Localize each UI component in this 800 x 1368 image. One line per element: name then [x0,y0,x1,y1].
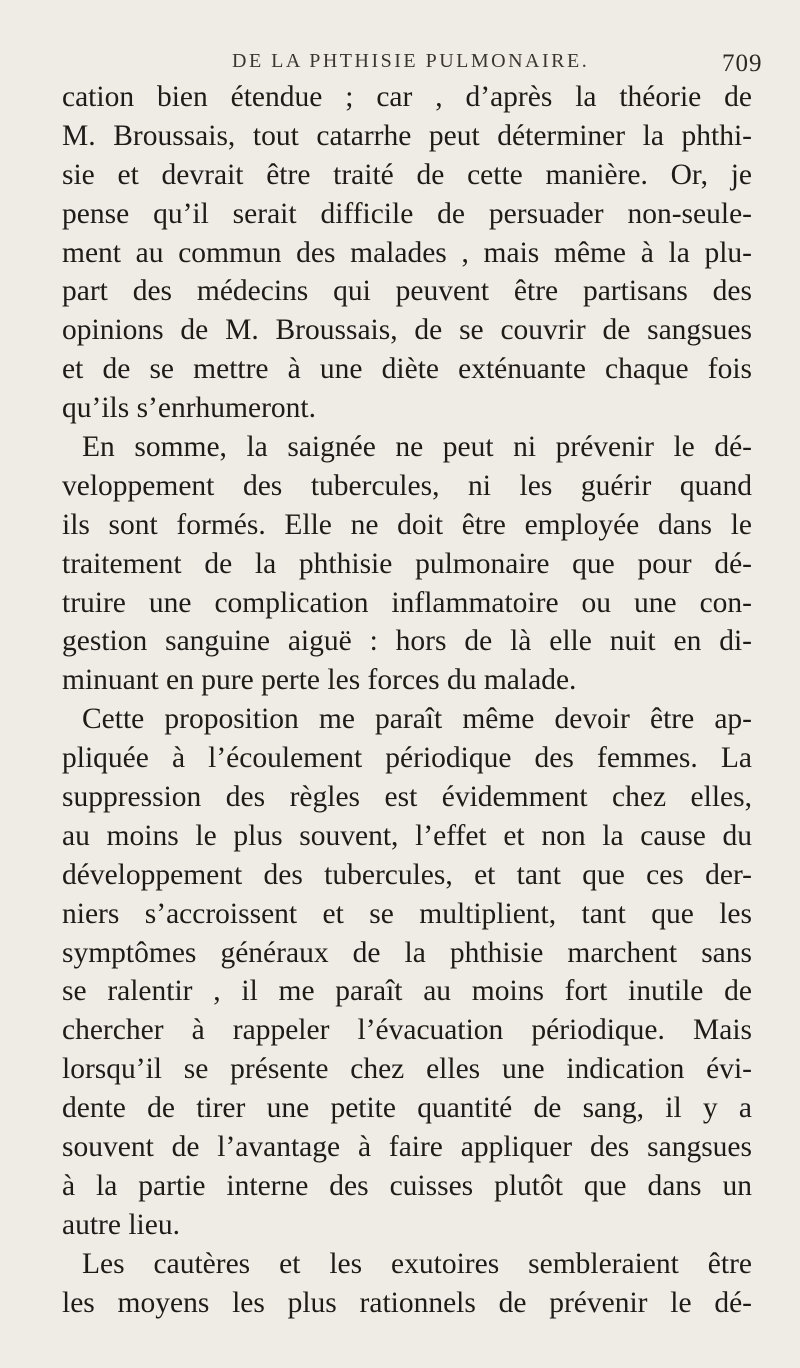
text-line: traitement de la phthisie pulmonaire que pour dé- [62,547,752,580]
text-line: minuant en pure perte les forces du malade. [62,664,577,697]
text-line: gestion sanguine aiguë : hors de là elle nuit en di- [62,625,752,658]
text-line: se ralentir , il me paraît au moins fort inutile de [62,975,752,1008]
text-line: et de se mettre à une diète exténuante chaque fois [62,353,752,386]
running-title: DE LA PHTHISIE PULMONAIRE. [232,50,590,72]
paragraph-start-line: Les cautères et les exutoires sembleraient être [82,1247,752,1280]
text-line: à la partie interne des cuisses plutôt que dans un [62,1169,752,1202]
text-line: qu’ils s’enrhumeront. [62,392,316,425]
text-line: sie et devrait être traité de cette manière. Or, je [62,158,752,191]
text-line: cation bien étendue ; car , d’après la théorie de [62,81,752,113]
text-line: dente de tirer une petite quantité de sang, il y a [62,1092,752,1125]
paragraph-start-line: Cette proposition me paraît même devoir être ap- [82,703,752,736]
text-line: ment au commun des malades , mais même à la plu- [62,236,752,269]
text-line: suppression des règles est évidemment chez elles, [62,781,752,814]
page-number: 709 [722,50,763,77]
text-line: veloppement des tubercules, ni les guérir quand [62,469,752,502]
text-line: M. Broussais, tout catarrhe peut déterminer la phthi- [62,119,752,152]
text-line: part des médecins qui peuvent être partisans des [62,275,752,308]
text-line: truire une complication inflammatoire ou une con- [62,586,752,619]
text-line: ils sont formés. Elle ne doit être employée dans le [62,508,752,541]
text-line: développement des tubercules, et tant que ces der- [62,858,752,891]
text-line: chercher à rappeler l’évacuation périodique. Mais [62,1014,752,1047]
text-line: les moyens les plus rationnels de prévenir le dé- [62,1286,752,1319]
text-line: pliquée à l’écoulement périodique des femmes. La [62,742,752,775]
text-line: lorsqu’il se présente chez elles une indication évi- [62,1053,752,1086]
text-line: pense qu’il serait difficile de persuader non-seule- [62,197,752,230]
text-line: au moins le plus souvent, l’effet et non la cause du [62,819,752,852]
text-line: souvent de l’avantage à faire appliquer des sangsues [62,1131,752,1164]
body-text [62,78,752,1323]
text-line: symptômes généraux de la phthisie marchent sans [62,936,752,969]
text-line: niers s’accroissent et se multiplient, tant que les [62,897,752,930]
text-line: autre lieu. [62,1208,180,1241]
paragraph-start-line: En somme, la saignée ne peut ni prévenir le dé- [82,431,752,464]
text-line: opinions de M. Broussais, de se couvrir de sangsues [62,314,752,347]
